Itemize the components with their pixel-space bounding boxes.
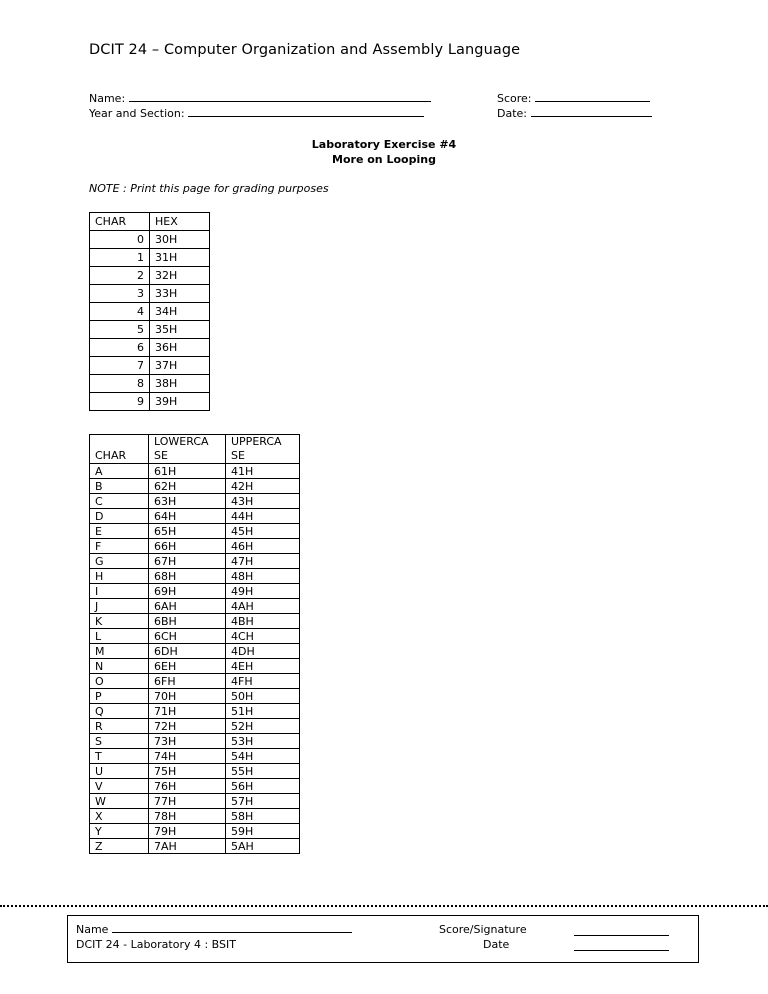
uppercase-hex-cell: 4BH xyxy=(226,614,300,629)
char-cell: C xyxy=(90,494,149,509)
char-cell: B xyxy=(90,479,149,494)
table-row xyxy=(90,584,300,599)
hex-cell: 35H xyxy=(150,321,210,339)
table-row xyxy=(90,719,300,734)
table-row xyxy=(90,599,300,614)
char-cell: Z xyxy=(90,839,149,854)
uppercase-hex-cell: 4EH xyxy=(226,659,300,674)
char-cell: T xyxy=(90,749,149,764)
char-cell: O xyxy=(90,674,149,689)
table-row xyxy=(90,554,300,569)
uppercase-hex-cell: 47H xyxy=(226,554,300,569)
lab-heading xyxy=(0,137,768,167)
table-row xyxy=(90,494,300,509)
uppercase-hex-cell: 41H xyxy=(226,464,300,479)
char-cell: S xyxy=(90,734,149,749)
date-field xyxy=(497,107,652,120)
slip-date-label: Date xyxy=(483,938,510,951)
year-section-blank xyxy=(188,107,424,117)
table-row xyxy=(90,674,300,689)
lab-subtitle: More on Looping xyxy=(332,153,436,166)
uppercase-hex-cell: 57H xyxy=(226,794,300,809)
year-section-label: Year and Section: xyxy=(89,107,185,120)
lowercase-hex-cell: 6CH xyxy=(149,629,226,644)
uppercase-hex-cell: 4CH xyxy=(226,629,300,644)
char-cell: H xyxy=(90,569,149,584)
table-row xyxy=(90,321,210,339)
table-row xyxy=(90,393,210,411)
slip-name-blank xyxy=(112,923,352,933)
char-cell: 4 xyxy=(90,303,150,321)
uppercase-hex-cell: 51H xyxy=(226,704,300,719)
table-row xyxy=(90,644,300,659)
lowercase-hex-cell: 75H xyxy=(149,764,226,779)
table-row xyxy=(90,524,300,539)
lowercase-hex-cell: 72H xyxy=(149,719,226,734)
table-row xyxy=(90,464,300,479)
lowercase-hex-cell: 6FH xyxy=(149,674,226,689)
slip-score-signature-label: Score/Signature xyxy=(439,923,527,936)
hex-cell: 33H xyxy=(150,285,210,303)
table-row xyxy=(90,569,300,584)
lowercase-hex-cell: 67H xyxy=(149,554,226,569)
char-cell: L xyxy=(90,629,149,644)
slip-name-field xyxy=(76,923,352,936)
uppercase-hex-cell: 55H xyxy=(226,764,300,779)
hex-cell: 32H xyxy=(150,267,210,285)
table-header-row xyxy=(90,435,300,464)
uppercase-hex-cell: 54H xyxy=(226,749,300,764)
lowercase-hex-cell: 71H xyxy=(149,704,226,719)
char-cell: 1 xyxy=(90,249,150,267)
char-cell: G xyxy=(90,554,149,569)
lowercase-hex-cell: 61H xyxy=(149,464,226,479)
table-row xyxy=(90,375,210,393)
uppercase-hex-cell: 4FH xyxy=(226,674,300,689)
table-header-row xyxy=(90,213,210,231)
uppercase-hex-cell: 52H xyxy=(226,719,300,734)
table-row xyxy=(90,809,300,824)
hex-cell: 36H xyxy=(150,339,210,357)
char-cell: V xyxy=(90,779,149,794)
lowercase-hex-cell: 79H xyxy=(149,824,226,839)
date-blank xyxy=(531,107,652,117)
table-row xyxy=(90,539,300,554)
slip-date-blank xyxy=(574,941,669,951)
lowercase-hex-cell: 7AH xyxy=(149,839,226,854)
char-cell: 7 xyxy=(90,357,150,375)
table-row xyxy=(90,357,210,375)
char-cell: X xyxy=(90,809,149,824)
lowercase-hex-cell: 6AH xyxy=(149,599,226,614)
lowercase-hex-cell: 73H xyxy=(149,734,226,749)
slip-name-label: Name xyxy=(76,923,109,936)
uppercase-hex-cell: 44H xyxy=(226,509,300,524)
lowercase-hex-cell: 6EH xyxy=(149,659,226,674)
char-cell: 9 xyxy=(90,393,150,411)
table-row xyxy=(90,734,300,749)
table-row xyxy=(90,704,300,719)
lowercase-hex-cell: 63H xyxy=(149,494,226,509)
uppercase-hex-cell: 59H xyxy=(226,824,300,839)
print-note: NOTE : Print this page for grading purposes xyxy=(89,182,329,195)
table-row xyxy=(90,839,300,854)
lowercase-hex-cell: 64H xyxy=(149,509,226,524)
char-cell: 3 xyxy=(90,285,150,303)
char-cell: W xyxy=(90,794,149,809)
column-header: LOWERCA SE xyxy=(149,435,226,464)
table-row xyxy=(90,339,210,357)
uppercase-hex-cell: 58H xyxy=(226,809,300,824)
char-cell: I xyxy=(90,584,149,599)
table-row xyxy=(90,689,300,704)
tear-off-slip xyxy=(67,915,699,963)
date-label: Date: xyxy=(497,107,527,120)
score-label: Score: xyxy=(497,92,532,105)
uppercase-hex-cell: 5AH xyxy=(226,839,300,854)
uppercase-hex-cell: 48H xyxy=(226,569,300,584)
uppercase-hex-cell: 53H xyxy=(226,734,300,749)
digits-hex-table xyxy=(89,212,210,411)
char-cell: F xyxy=(90,539,149,554)
char-cell: 5 xyxy=(90,321,150,339)
char-cell: 8 xyxy=(90,375,150,393)
score-field xyxy=(497,92,650,105)
uppercase-hex-cell: 46H xyxy=(226,539,300,554)
lowercase-hex-cell: 6BH xyxy=(149,614,226,629)
lowercase-hex-cell: 65H xyxy=(149,524,226,539)
lowercase-hex-cell: 70H xyxy=(149,689,226,704)
name-blank xyxy=(129,92,431,102)
tear-off-dotted-line xyxy=(0,905,768,907)
lowercase-hex-cell: 69H xyxy=(149,584,226,599)
column-header: CHAR xyxy=(90,213,150,231)
name-field xyxy=(89,92,431,105)
lowercase-hex-cell: 78H xyxy=(149,809,226,824)
uppercase-hex-cell: 50H xyxy=(226,689,300,704)
table-row xyxy=(90,614,300,629)
uppercase-hex-cell: 4DH xyxy=(226,644,300,659)
table-row xyxy=(90,659,300,674)
hex-cell: 38H xyxy=(150,375,210,393)
lowercase-hex-cell: 6DH xyxy=(149,644,226,659)
document-title: DCIT 24 – Computer Organization and Assembly Language xyxy=(89,42,521,58)
lowercase-hex-cell: 74H xyxy=(149,749,226,764)
char-cell: P xyxy=(90,689,149,704)
hex-cell: 39H xyxy=(150,393,210,411)
char-cell: A xyxy=(90,464,149,479)
table-row xyxy=(90,479,300,494)
char-cell: E xyxy=(90,524,149,539)
column-header: CHAR xyxy=(90,435,149,464)
year-section-field xyxy=(89,107,424,120)
hex-cell: 34H xyxy=(150,303,210,321)
char-cell: M xyxy=(90,644,149,659)
table-row xyxy=(90,267,210,285)
hex-cell: 37H xyxy=(150,357,210,375)
hex-cell: 30H xyxy=(150,231,210,249)
table-row xyxy=(90,231,210,249)
uppercase-hex-cell: 56H xyxy=(226,779,300,794)
char-cell: 0 xyxy=(90,231,150,249)
lowercase-hex-cell: 66H xyxy=(149,539,226,554)
table-row xyxy=(90,303,210,321)
lowercase-hex-cell: 77H xyxy=(149,794,226,809)
lowercase-hex-cell: 68H xyxy=(149,569,226,584)
table-row xyxy=(90,285,210,303)
uppercase-hex-cell: 49H xyxy=(226,584,300,599)
char-cell: R xyxy=(90,719,149,734)
slip-score-blank xyxy=(574,926,669,936)
slip-course-line: DCIT 24 - Laboratory 4 : BSIT xyxy=(76,938,236,951)
uppercase-hex-cell: 43H xyxy=(226,494,300,509)
char-cell: Q xyxy=(90,704,149,719)
table-row xyxy=(90,249,210,267)
table-row xyxy=(90,794,300,809)
table-row xyxy=(90,764,300,779)
lowercase-hex-cell: 62H xyxy=(149,479,226,494)
table-row xyxy=(90,824,300,839)
lab-title: Laboratory Exercise #4 xyxy=(311,138,457,151)
table-row xyxy=(90,509,300,524)
hex-cell: 31H xyxy=(150,249,210,267)
char-cell: D xyxy=(90,509,149,524)
column-header: UPPERCA SE xyxy=(226,435,300,464)
lowercase-hex-cell: 76H xyxy=(149,779,226,794)
letters-hex-table xyxy=(89,434,300,854)
char-cell: N xyxy=(90,659,149,674)
char-cell: U xyxy=(90,764,149,779)
char-cell: J xyxy=(90,599,149,614)
uppercase-hex-cell: 4AH xyxy=(226,599,300,614)
char-cell: 6 xyxy=(90,339,150,357)
table-row xyxy=(90,749,300,764)
uppercase-hex-cell: 45H xyxy=(226,524,300,539)
table-row xyxy=(90,779,300,794)
uppercase-hex-cell: 42H xyxy=(226,479,300,494)
score-blank xyxy=(535,92,650,102)
char-cell: K xyxy=(90,614,149,629)
char-cell: 2 xyxy=(90,267,150,285)
table-row xyxy=(90,629,300,644)
name-label: Name: xyxy=(89,92,126,105)
column-header: HEX xyxy=(150,213,210,231)
char-cell: Y xyxy=(90,824,149,839)
